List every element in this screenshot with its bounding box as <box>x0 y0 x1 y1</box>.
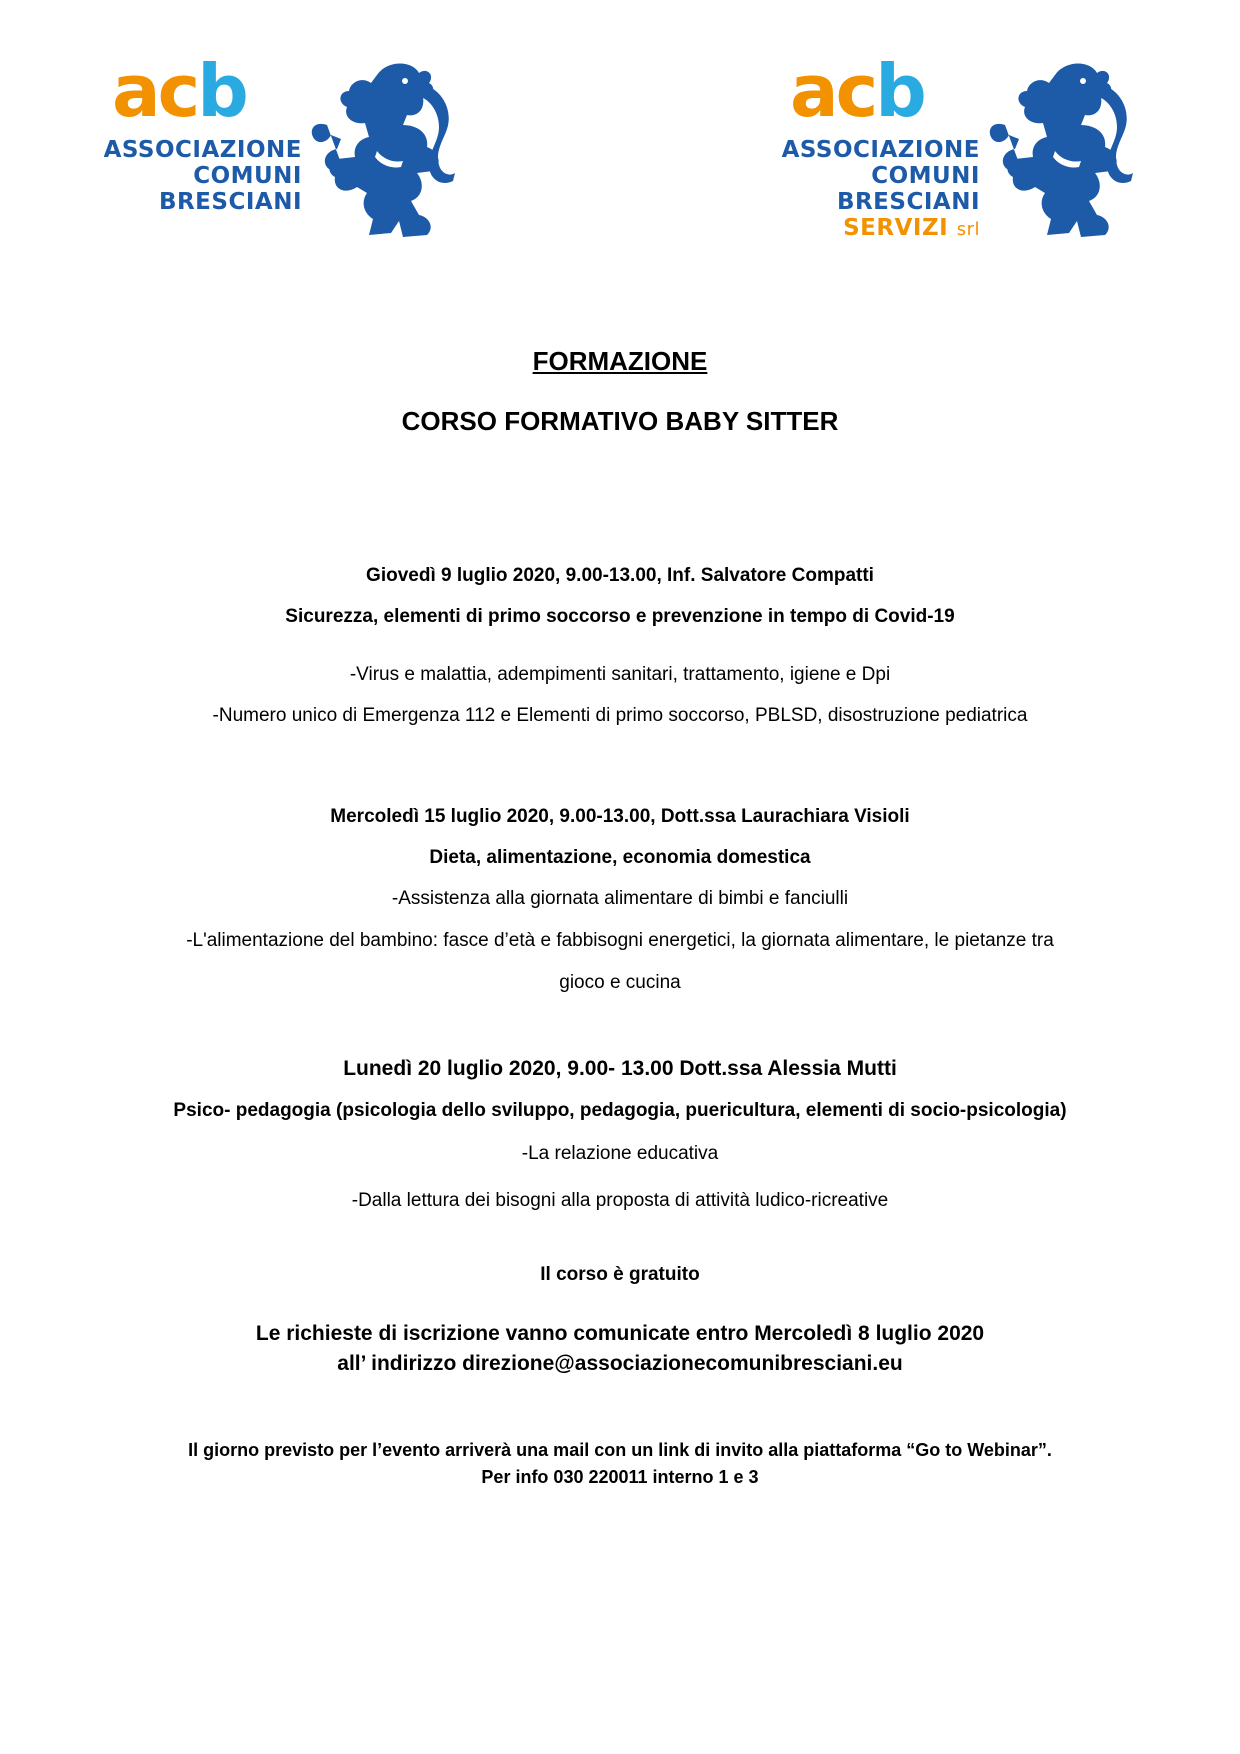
session-1-topic: Sicurezza, elementi di primo soccorso e prevenzione in tempo di Covid-19 <box>285 606 955 627</box>
logo-org-name: ASSOCIAZIONE COMUNI BRESCIANI SERVIZI srl <box>781 137 980 241</box>
session-2-item: -Assistenza alla giornata alimentare di bimbi e fanciulli <box>391 888 849 909</box>
lion-rampant-icon <box>307 55 457 245</box>
lion-rampant-icon <box>985 55 1135 245</box>
acb-logo-left <box>103 49 457 245</box>
session-1-heading: Giovedì 9 luglio 2020, 9.00-13.00, Inf. Salvatore Compatti <box>366 565 874 586</box>
session-2-topic: Dieta, alimentazione, economia domestica <box>429 847 811 868</box>
registration-deadline: Le richieste di iscrizione vanno comunicate entro Mercoledì 8 luglio 2020 <box>255 1322 985 1345</box>
session-2-item: -L'alimentazione del bambino: fasce d’età e fabbisogni energetici, la giornata alimentare, le pietanze tra <box>186 930 1054 951</box>
session-3-topic: Psico- pedagogia (psicologia dello sviluppo, pedagogia, puericultura, elementi di socio-psicologia) <box>173 1100 1067 1121</box>
registration-email: all’ indirizzo direzione@associazionecomunibresciani.eu <box>337 1352 903 1375</box>
section-title: FORMAZIONE <box>532 346 708 376</box>
session-3-item: -Dalla lettura dei bisogni alla proposta di attività ludico-ricreative <box>351 1190 889 1211</box>
acb-wordmark: acb <box>790 49 924 133</box>
webinar-note: Il giorno previsto per l’evento arriverà una mail con un link di invito alla piattaforma “Go to Webinar”. <box>188 1440 1052 1460</box>
acb-servizi-logo-right <box>781 49 1135 245</box>
session-1-item: -Virus e malattia, adempimenti sanitari, trattamento, igiene e Dpi <box>349 664 891 685</box>
session-2-heading: Mercoledì 15 luglio 2020, 9.00-13.00, Dott.ssa Laurachiara Visioli <box>330 806 910 827</box>
course-title: CORSO FORMATIVO BABY SITTER <box>401 406 839 436</box>
session-2-item: gioco e cucina <box>559 972 681 993</box>
acb-wordmark: acb <box>112 49 246 133</box>
session-3-item: -La relazione educativa <box>521 1143 719 1164</box>
session-3-heading: Lunedì 20 luglio 2020, 9.00- 13.00 Dott.ssa Alessia Mutti <box>343 1057 897 1080</box>
session-1-item: -Numero unico di Emergenza 112 e Elementi di primo soccorso, PBLSD, disostruzione pediatrica <box>212 705 1028 726</box>
free-course-note: Il corso è gratuito <box>540 1264 700 1285</box>
logo-org-name: ASSOCIAZIONE COMUNI BRESCIANI <box>103 137 302 215</box>
contact-info: Per info 030 220011 interno 1 e 3 <box>481 1467 759 1487</box>
